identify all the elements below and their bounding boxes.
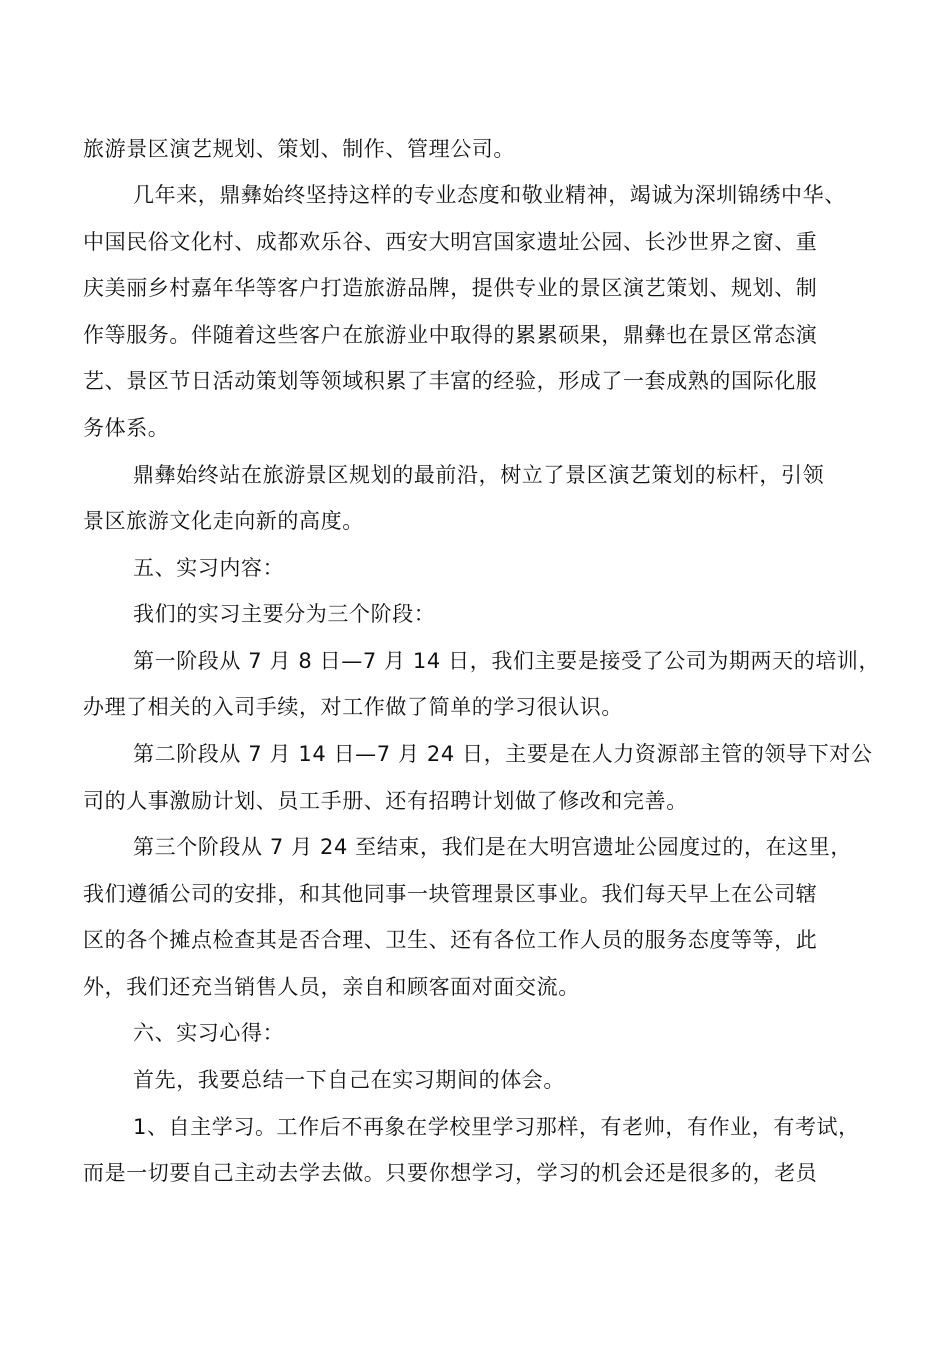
text-line: 几年来，鼎彝始终坚持这样的专业态度和敬业精神，竭诚为深圳锦绣中华、 <box>133 183 846 207</box>
text-line: 区的各个摊点检查其是否合理、卫生、还有各位工作人员的服务态度等等，此 <box>83 928 818 952</box>
text-line: 第三个阶段从 7 月 24 至结束，我们是在大明宫遗址公园度过的，在这里， <box>133 835 852 859</box>
text-line: 我们遵循公司的安排，和其他同事一块管理景区事业。我们每天早上在公司辖 <box>83 882 818 906</box>
section-heading: 六、实习心得： <box>133 1021 285 1045</box>
text-line: 艺、景区节日活动策划等领域积累了丰富的经验，形成了一套成熟的国际化服 <box>83 369 818 393</box>
text-line: 务体系。 <box>83 416 170 440</box>
text-line: 1、自主学习。工作后不再象在学校里学习那样，有老帅，有作业，有考试， <box>133 1115 860 1139</box>
text-line: 外，我们还充当销售人员，亲自和顾客面对面交流。 <box>83 975 580 999</box>
text-line: 司的人事激励计划、员工手册、还有招聘计划做了修改和完善。 <box>83 789 688 813</box>
text-line: 办理了相关的入司手续，对工作做了简单的学习很认识。 <box>83 695 623 719</box>
text-line: 景区旅游文化走向新的高度。 <box>83 509 364 533</box>
text-line: 我们的实习主要分为三个阶段： <box>133 602 436 626</box>
text-line: 第一阶段从 7 月 8 日—7 月 14 日，我们主要是接受了公司为期两天的培训， <box>133 649 881 673</box>
text-line: 中国民俗文化村、成都欢乐谷、西安大明宫国家遗址公园、长沙世界之窗、重 <box>83 230 818 254</box>
text-line: 而是一切要自己主动去学去做。只要你想学习，学习的机会还是很多的，老员 <box>83 1161 818 1185</box>
text-line: 庆美丽乡村嘉年华等客户打造旅游品牌，提供专业的景区演艺策划、规划、制 <box>83 276 818 300</box>
text-line: 鼎彝始终站在旅游景区规划的最前沿，树立了景区演艺策划的标杆，引领 <box>133 463 825 487</box>
section-heading: 五、实习内容： <box>133 556 285 580</box>
text-line: 第二阶段从 7 月 14 日—7 月 24 日，主要是在人力资源部主管的领导下对公 <box>133 742 873 766</box>
text-line: 首先，我要总结一下自己在实习期间的体会。 <box>133 1068 565 1092</box>
text-line: 作等服务。伴随着这些客户在旅游业中取得的累累硕果，鼎彝也在景区常态演 <box>83 323 818 347</box>
text-line: 旅游景区演艺规划、策划、制作、管理公司。 <box>83 137 515 161</box>
